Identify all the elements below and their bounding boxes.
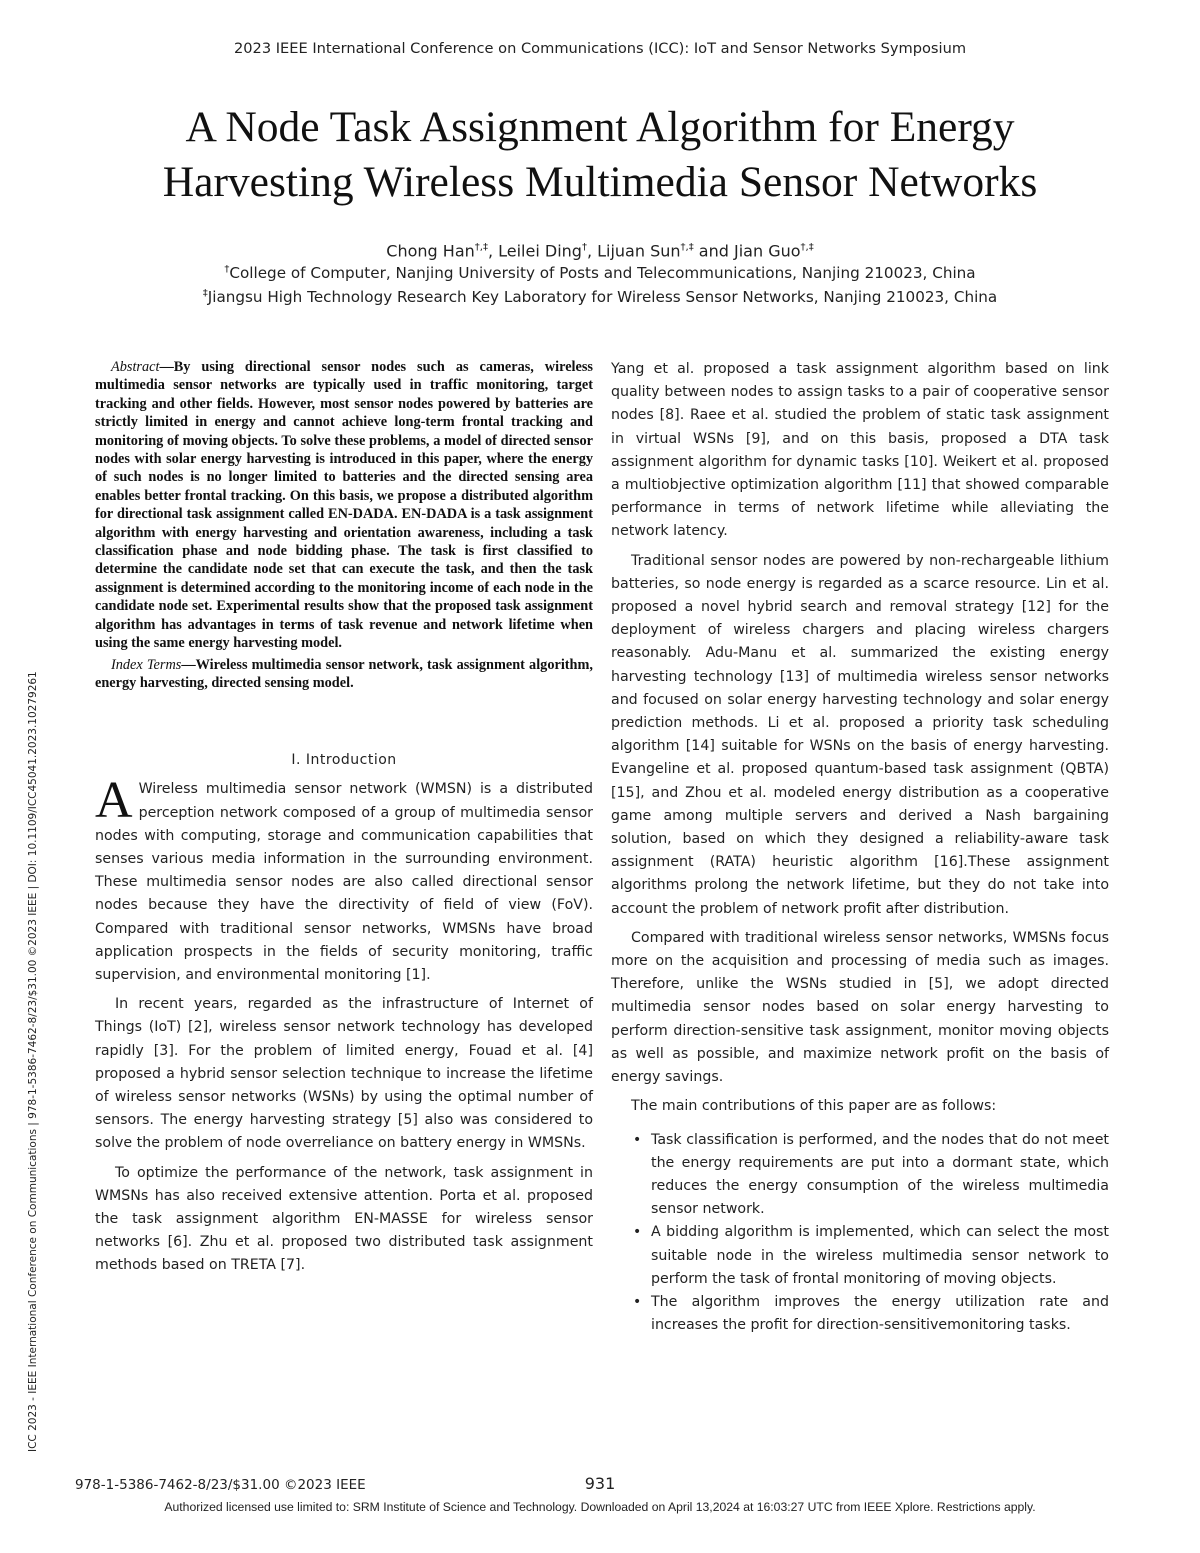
affiliation-text: College of Computer, Nanjing University of Posts and Telecommunications, Nanjing 210023, China: [229, 264, 976, 283]
author-name: and Jian Guo: [693, 241, 801, 261]
bullet-icon: •: [633, 1224, 642, 1241]
abstract-text: —By using directional sensor nodes such as cameras, wireless multimedia sensor networks are typically used in traffic monitoring, target tracking and other fields. However, most sensor nodes powered by batteries are strictly limited in energy and cannot achieve long-term frontal tracking and monitoring of moving objects. To solve these problems, a model of directed sensor nodes with solar energy harvesting is introduced in this paper, where the energy of such nodes is no longer limited to batteries and the directed sensing area enables better frontal tracking. On this basis, we propose a distributed algorithm for directional task assignment called EN-DADA. EN-DADA is a task assignment algorithm with energy harvesting and orientation awareness, including a task classification phase and node bidding phase. The task is first classified to determine the candidate node set that can execute the task, and then the task assignment is determined according to the monitoring income of each node in the candidate node set. Experimental results show that the proposed task assignment algorithm has advantages in terms of task revenue and network lifetime when using the same energy harvesting model.: [95, 359, 593, 652]
index-terms: [95, 656, 593, 693]
paper-title: [60, 100, 1140, 210]
affiliation-text: Jiangsu High Technology Research Key Laboratory for Wireless Sensor Networks, Nanjing 210023, China: [207, 288, 998, 307]
left-column: [95, 358, 593, 1284]
title-line-1: A Node Task Assignment Algorithm for Energy: [185, 103, 1015, 151]
list-item-text: Task classification is performed, and the nodes that do not meet the energy requirements are put into a dormant state, which reduces the energy consumption of the wireless multimedia sensor network.: [651, 1131, 1109, 1218]
affiliation-1: [0, 264, 1200, 282]
author-name: , Leilei Ding: [487, 241, 582, 261]
intro-paragraph-2: In recent years, regarded as the infrastructure of Internet of Things (IoT) [2], wireless sensor network technology has developed rapidly [3]. For the problem of limited energy, Fouad et al. [4] proposed a hybrid sensor selection technique to increase the lifetime of wireless sensor networks (WSNs) by using the optimal number of sensors. The energy harvesting strategy [5] also was considered to solve the problem of node overreliance on battery energy in WMSNs.: [95, 996, 593, 1152]
drop-cap: A: [95, 772, 133, 830]
bullet-icon: •: [633, 1131, 642, 1148]
affiliation-mark: †: [224, 264, 230, 275]
author-marks: †: [581, 242, 587, 253]
contributions-list: [611, 1129, 1109, 1338]
bullet-icon: •: [633, 1293, 642, 1310]
right-paragraph-3: Compared with traditional wireless sensor networks, WMSNs focus more on the acquisition and processing of media such as images. Therefore, unlike the WSNs studied in [5], we adopt directed multimedia sensor nodes based on solar energy harvesting to perform direction-sensitive task assignment, monitor moving objects as well as possible, and maximize network profit on the basis of energy savings.: [611, 929, 1109, 1086]
list-item-text: The algorithm improves the energy utilization rate and increases the profit for direction-sensitivemonitoring tasks.: [651, 1293, 1109, 1334]
author-name: Chong Han: [386, 241, 475, 261]
intro-paragraph-text: Wireless multimedia sensor network (WMSN) is a distributed perception network composed of a group of multimedia sensor nodes with computing, storage and communication capabilities that senses various media information in the surrounding environment. These multimedia sensor nodes are also called directional sensor nodes because they have the directivity of field of view (FoV). Compared with traditional sensor networks, WMSNs have broad application prospects in the fields of security monitoring, traffic supervision, and environmental monitoring [1].: [95, 781, 593, 983]
section-heading-introduction: I. Introduction: [291, 752, 397, 769]
author-marks: †,‡: [474, 242, 488, 253]
intro-paragraph-1: [95, 772, 593, 987]
list-item-text: A bidding algorithm is implemented, which can select the most suitable node in the wireless multimedia sensor network to perform the task of frontal monitoring of moving objects.: [651, 1224, 1109, 1287]
author-marks: †,‡: [680, 242, 694, 253]
doi-side-strip: ICC 2023 - IEEE International Conference on Communications | 978-1-5386-7462-8/23/$31.00 ©2023 IEEE | DOI: 10.1109/ICC45041.2023.10279261: [27, 671, 39, 1452]
page-number: 931: [584, 1474, 616, 1493]
index-terms-text: —Wireless multimedia sensor network, task assignment algorithm, energy harvesting, directed sensing model.: [95, 656, 593, 691]
author-marks: †,‡: [800, 242, 814, 253]
index-terms-lead: Index Terms: [111, 656, 182, 673]
license-notice: Authorized licensed use limited to: SRM Institute of Science and Technology. Downloaded on April 13,2024 at 16:03:27 UTC from IEEE Xplore. Restrictions apply.: [164, 1500, 1036, 1514]
right-paragraph-1: Yang et al. proposed a task assignment algorithm based on link quality between nodes to assign tasks to a pair of cooperative sensor nodes [8]. Raee et al. studied the problem of static task assignment in virtual WSNs [9], and on this basis, proposed a DTA task assignment algorithm for dynamic tasks [10]. Weikert et al. proposed a multiobjective optimization algorithm [11] that showed comparable performance in terms of network lifetime while alleviating the network latency.: [611, 361, 1109, 540]
title-line-2: Harvesting Wireless Multimedia Sensor Networks: [162, 158, 1038, 206]
conference-banner: 2023 IEEE International Conference on Communications (ICC): IoT and Sensor Networks Symposium: [233, 40, 967, 57]
intro-paragraph-3: To optimize the performance of the network, task assignment in WMSNs has also received extensive attention. Porta et al. proposed the task assignment algorithm EN-MASSE for wireless sensor networks [6]. Zhu et al. proposed two distributed task assignment methods based on TRETA [7].: [95, 1164, 593, 1274]
abstract: [95, 358, 593, 653]
right-column: [611, 358, 1109, 1337]
author-name: , Lijuan Sun: [586, 241, 681, 261]
list-item: [611, 1129, 1109, 1222]
right-paragraph-2: Traditional sensor nodes are powered by non-rechargeable lithium batteries, so node energy is regarded as a scarce resource. Lin et al. proposed a novel hybrid search and removal strategy [12] for the deployment of wireless chargers and placing wireless chargers reasonably. Adu-Manu et al. summarized the existing energy harvesting technology [13] of multimedia wireless sensor networks and focused on solar energy harvesting technology and solar energy prediction methods. Li et al. proposed a priority task scheduling algorithm [14] suitable for WSNs on the basis of energy harvesting. Evangeline et al. proposed quantum-based task assignment (QBTA) [15], and Zhou et al. modeled energy distribution as a cooperative game among multiple servers and derived a Nash bargaining solution, based on which they designed a reliability-aware task assignment (RATA) heuristic algorithm [16].These assignment algorithms prolong the network lifetime, but they do not take into account the problem of network profit after distribution.: [611, 552, 1109, 917]
author-list: [0, 236, 1200, 262]
footer-isbn: 978-1-5386-7462-8/23/$31.00 ©2023 IEEE: [75, 1477, 366, 1493]
list-item: [611, 1291, 1109, 1337]
list-item: [611, 1221, 1109, 1291]
abstract-lead: Abstract: [111, 359, 160, 375]
contributions-intro: The main contributions of this paper are as follows:: [631, 1098, 997, 1115]
affiliation-2: [0, 288, 1200, 306]
affiliation-mark: ‡: [202, 288, 208, 299]
